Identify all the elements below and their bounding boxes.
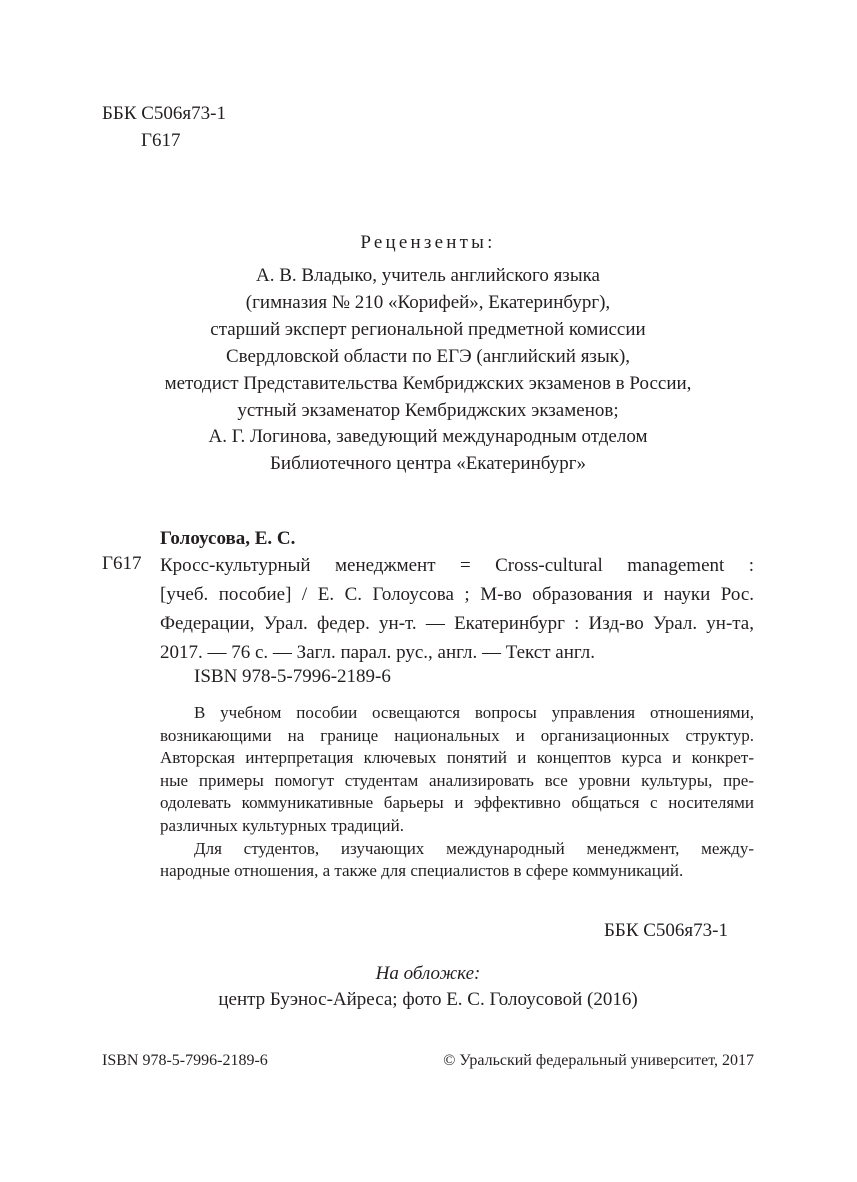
annotation-line: ные примеры помогут студентам анализировать все уровни культуры, пре-	[160, 770, 754, 790]
reviewer-1-line: А. В. Владыко, учитель английского языка	[256, 265, 600, 286]
annotation-line: Для студентов, изучающих международный менеджмент, между-	[194, 838, 754, 858]
record-line: [учеб. пособие] / Е. С. Голоусова ; М-во образования и науки Рос.	[160, 584, 754, 605]
reviewer-2-block	[102, 423, 754, 477]
bbk-index-top: ББК С506я73-1	[102, 103, 226, 124]
annotation	[160, 702, 754, 883]
record-author-mark: Г617	[102, 553, 142, 574]
reviewer-2-line: Библиотечного центра «Екатеринбург»	[269, 453, 586, 474]
record-isbn: ISBN 978-5-7996-2189-6	[194, 666, 391, 687]
reviewer-1-line: методист Представительства Кембриджских экзаменов в России,	[164, 373, 692, 394]
cover-caption-label: На обложке:	[375, 963, 481, 984]
reviewer-1-line: устный экзаменатор Кембриджских экзаменов;	[237, 400, 619, 421]
reviewer-1-line: Свердловской области по ЕГЭ (английский язык),	[225, 346, 631, 367]
record-author: Голоусова, Е. С.	[160, 528, 296, 549]
annotation-line: народные отношения, а также для специалистов в сфере коммуникаций.	[160, 861, 684, 881]
record-line: Федерации, Урал. федер. ун-т. — Екатеринбург : Изд-во Урал. ун-та,	[160, 613, 754, 634]
reviewer-1-block	[102, 262, 754, 424]
reviewers-heading: Рецензенты:	[360, 232, 496, 253]
footer-copyright: © Уральский федеральный университет, 2017	[443, 1052, 754, 1069]
reviewer-1-line: (гимназия № 210 «Корифей», Екатеринбург),	[245, 292, 611, 313]
annotation-line: В учебном пособии освещаются вопросы управления отношениями,	[194, 703, 754, 722]
reviewer-1-line: старший эксперт региональной предметной комиссии	[210, 319, 646, 340]
record-line: 2017. — 76 с. — Загл. парал. рус., англ. — Текст англ.	[160, 642, 595, 663]
cover-caption-text: центр Буэнос-Айреса; фото Е. С. Голоусовой (2016)	[218, 989, 638, 1010]
annotation-line: одолевать коммуникативные барьеры и эффективно общаться с носителями	[160, 793, 754, 813]
reviewer-2-line: А. Г. Логинова, заведующий международным отделом	[208, 426, 648, 447]
bibliographic-record	[160, 551, 754, 667]
footer-isbn: ISBN 978-5-7996-2189-6	[102, 1052, 268, 1069]
bbk-index-bottom: ББК С506я73-1	[604, 920, 728, 941]
author-mark-top: Г617	[141, 130, 181, 151]
record-line: Кросс-культурный менеджмент = Cross-cultural management :	[160, 555, 754, 576]
annotation-line: Авторская интерпретация ключевых понятий и концептов курса и конкрет-	[160, 748, 754, 768]
annotation-line: различных культурных традиций.	[160, 815, 404, 835]
annotation-line: возникающими на границе национальных и организационных структур.	[160, 725, 754, 745]
